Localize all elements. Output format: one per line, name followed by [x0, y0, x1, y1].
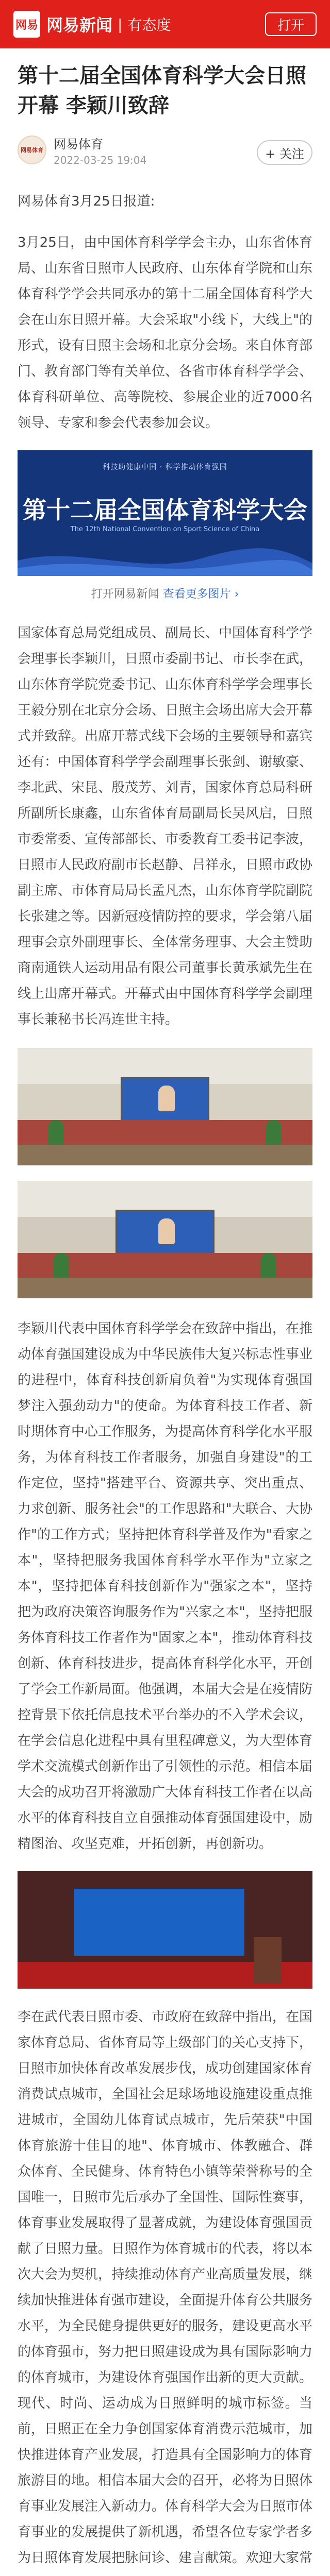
plant-left: [48, 1120, 64, 1145]
top-bar: [0, 0, 330, 48]
speaker-on-screen: [158, 1218, 175, 1244]
floor: [18, 1145, 312, 1165]
banner-wave-decoration: [18, 540, 312, 576]
stage-photo[interactable]: [18, 1871, 312, 1989]
more-images-link[interactable]: [18, 584, 312, 605]
brand-slogan: 有态度: [127, 16, 171, 33]
brand-name: 网易新闻: [46, 15, 113, 35]
netease-logo-icon[interactable]: 网易: [13, 11, 40, 38]
venue-photo-2[interactable]: [18, 1181, 312, 1298]
venue-photo-1[interactable]: [18, 1048, 312, 1165]
follow-button[interactable]: + 关注: [257, 140, 312, 165]
banner-title: 第十二届全国体育科学大会: [23, 496, 307, 524]
article-paragraph-3: 李颖川代表中国体育科学学会在致辞中指出，在推动体育强国建设成为中华民族伟大复兴标志性事业的进程中，体育科技创新肩负着"为实现体育强国梦注入强劲动力"的使命。为体育科技工作者、新时期体育中心工作服务，为提高体育科学化水平服务，为体育科技工作者服务，加强自身建设"的工作定位，坚持"搭建平台、资源共享、突出重点、力求创新、服务社会"的工作思路和"大联合、大协作"的工作方式；坚持把体育科学普及作为"看家之本"，坚持把服务我国体育科学水平作为"立家之本"，坚持把体育科技创新作为"强家之本"，坚持把为政府决策咨询服务作为"兴家之本"，坚持把服务体育科技工作者作为"固家之本"，推动体育科技创新、体育科技进步，提高体育科学化水平，开创了学会工作新局面。他强调，本届大会是在疫情防控背景下依托信息技术平台举办的不入学术会议，在学会信息化进程中具有里程碑意义，为大型体育学术交流模式创新作出了引领性的示范。相信本届大会的成功召开将激励广大体育科技工作者在以高水平的体育科技自立自强推动体育强国建设中，励精图治、攻坚克难，开拓创新，再创新功。: [18, 1321, 313, 1852]
plant-right: [261, 1253, 276, 1278]
plant-right: [266, 1120, 282, 1145]
venue-screen: [116, 1210, 214, 1259]
floor: [18, 1278, 312, 1298]
author-name[interactable]: 网易体育: [54, 137, 103, 151]
author-meta: [54, 134, 146, 166]
article-paragraph-1: 3月25日，由中国体育科学学会主办，山东省体育局、山东省日照市人民政府、山东体育学院和山东体育科学学会共同承办的第十二届全国体育科学大会在山东日照开幕。大会采取"小线下，大线上"的形式，设有日照主会场和北京分会场。来自体育部门、教育部门等有关单位、各省市体育科学学会、体育科研单位、高等院校、参展企业的近7000名领导、专家和参会代表参加会议。: [18, 235, 313, 431]
open-app-button[interactable]: 打开: [265, 12, 317, 36]
author-avatar[interactable]: [18, 135, 46, 164]
article-title: 第十二届全国体育科学大会日照开幕 李颖川致辞: [18, 64, 306, 117]
article-paragraph-2: 国家体育总局党组成员、副局长、中国体育科学学会理事长李颖川，日照市委副书记、市长李在武，山东体育学院党委书记、山东体育科学学会理事长王毅分别在北京分会场、日照主会场出席大会开幕式并致辞。出席开幕式线下会场的主要领导和嘉宾还有：中国体育科学学会副理事长张剑、谢敏豪、李北武、宋昆、殷茂芳、刘青，国家体育总局科研所副所长康鑫，山东省体育局副局长吴风启，日照市委常委、宣传部部长、市委教育工委书记李波，日照市人民政府副市长赵静、吕祥永，日照市政协副主席、市体育局局长孟凡杰，山东体育学院副院长张建之等。因新冠疫情防控的要求，学会第八届理事会京外副理事长、全体常务理事、大会主赞助商南通铁人运动用品有限公司董事长黄承斌先生在线上出席开幕式。开幕式由中国体育科学学会副理事长兼秘书长冯连世主持。: [18, 625, 313, 1027]
conference-banner-image[interactable]: [18, 450, 312, 576]
banner-slogan: 科技助健康中国 · 科学推动体育强国: [103, 463, 227, 471]
author-row: [0, 121, 330, 170]
article-paragraph-4: 李在武代表日照市委、市政府在致辞中指出，在国家体育总局、省体育局等上级部门的关心支持下，日照市加快体育改革发展步伐，成功创建国家体育消费试点城市，全国社会足球场地设施建设重点推进城市，全国幼儿体育试点城市，先后荣获"中国体育旅游十佳目的地"、体育城市、体教融合、群众体育、全民健身、体育特色小镇等荣誉称号的全国唯一，日照市先后承办了全国性、国际性赛事，体育事业发展取得了显著成就，为建设体育强国贡献了日照力量。日照作为体育城市的代表，将以本次大会为契机，持续推动体育产业高质量发展，继续加快推进体育强市建设，全面提升体育公共服务水平，为全民健身提供更好的服务，建设更高水平的体育强市，努力把日照建设成为具有国际影响力的体育城市，为建设体育强国作出新的更大贡献。现代、时尚、运动成为日照鲜明的城市标签。当前，日照正在全力争创国家体育消费示范城市，加快推进体育产业发展，打造具有全国影响力的体育旅游目的地。相信本届大会的召开，必将为日照体育事业发展注入新动力。体育科学大会为日照市体育事业的发展提供了新机遇，希望各位专家学者多为日照体育发展把脉问诊、建言献策。欢迎大家常: [18, 2009, 313, 2566]
speaker-on-screen: [158, 1086, 175, 1111]
article-lead: 网易体育3月25日报道:: [18, 194, 155, 209]
chevron-right-icon: ›: [234, 588, 239, 601]
more-images-text: 查看更多图片: [162, 588, 231, 601]
venue-screen: [121, 1077, 209, 1126]
stage-screen: [74, 1889, 244, 1956]
publish-time: 2022-03-25 19:04: [54, 154, 147, 166]
brand-divider: |: [118, 15, 123, 33]
plant-left: [54, 1253, 69, 1278]
podium: [254, 1937, 282, 1984]
banner-english-title: The 12th National Convention on Sport Science of China: [70, 526, 260, 533]
more-images-prefix: 打开网易新闻: [91, 588, 159, 601]
avatar-text: 网易体育: [21, 147, 43, 154]
